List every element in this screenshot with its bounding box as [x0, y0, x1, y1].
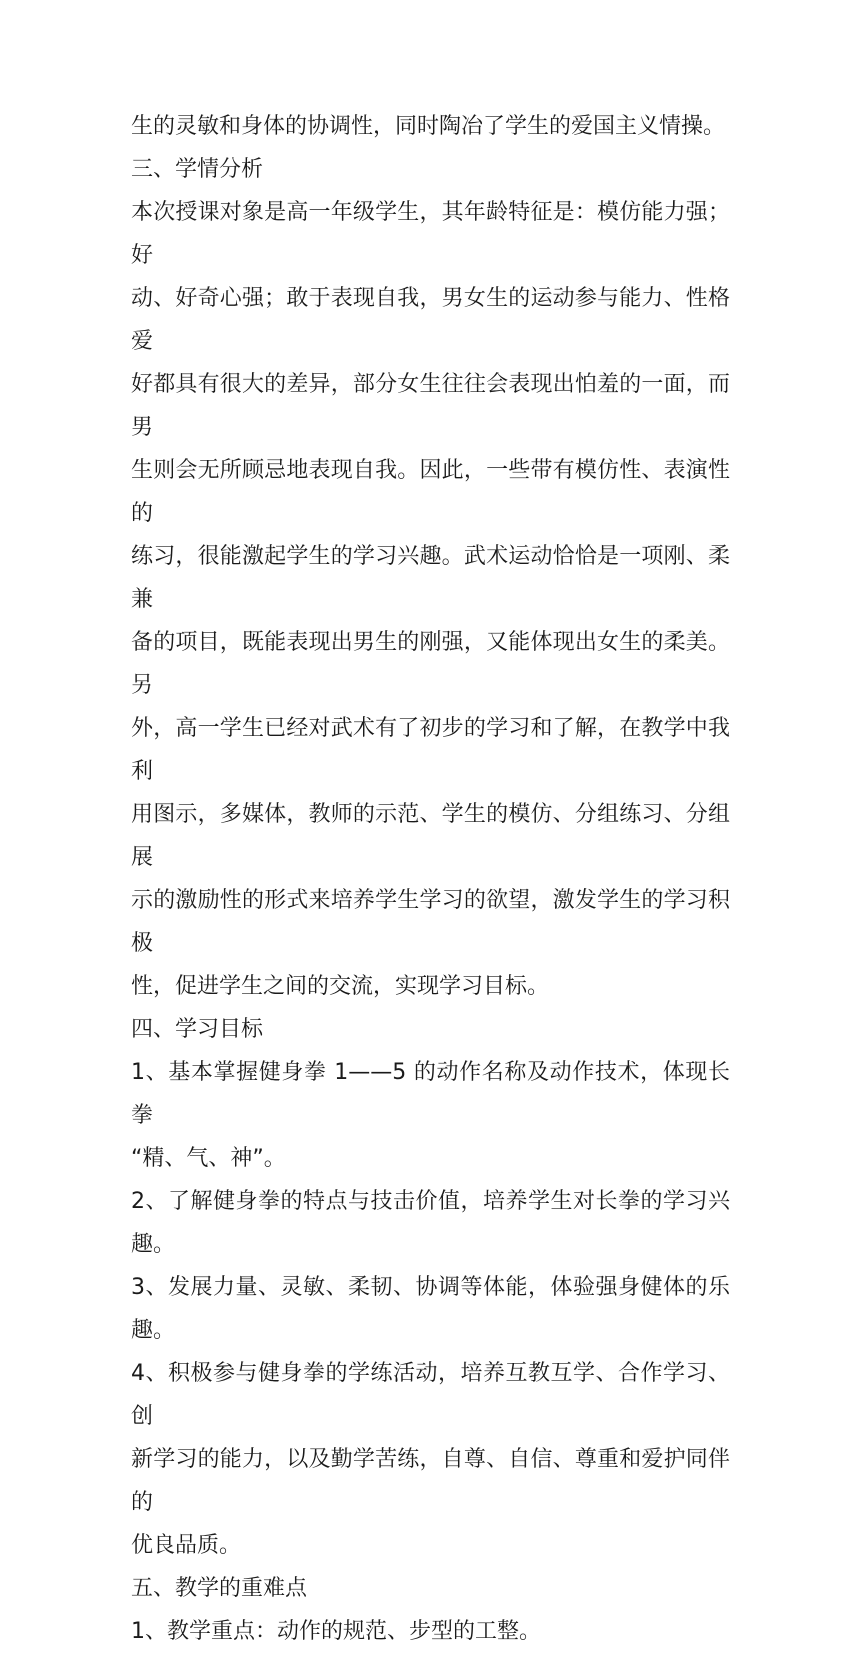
text-line: 优良品质。 [131, 1533, 242, 1558]
paragraph-student-analysis [131, 191, 730, 1008]
section-heading-5: 五、教学的重难点 [131, 1576, 308, 1601]
text-line: 4、积极参与健身拳的学练活动，培养互教互学、合作学习、创 [131, 1361, 730, 1429]
text-line: 本次授课对象是高一年级学生，其年龄特征是：模仿能力强；好 [131, 200, 730, 268]
text-line: 3、发展力量、灵敏、柔韧、协调等体能，体验强身健体的乐趣。 [131, 1275, 730, 1343]
text-line: 生的灵敏和身体的协调性，同时陶冶了学生的爱国主义情操。 [131, 114, 726, 139]
text-line: 2、了解健身拳的特点与技击价值，培养学生对长拳的学习兴趣。 [131, 1189, 730, 1257]
text-line: 练习，很能激起学生的学习兴趣。武术运动恰恰是一项刚、柔兼 [131, 544, 730, 612]
objective-item-1 [131, 1051, 730, 1180]
text-line: 好都具有很大的差异，部分女生往往会表现出怕羞的一面，而男 [131, 372, 730, 440]
text-line: 性，促进学生之间的交流，实现学习目标。 [131, 974, 550, 999]
text-line: 动、好奇心强；敢于表现自我，男女生的运动参与能力、性格爱 [131, 286, 730, 354]
text-line: “精、气、神”。 [131, 1146, 286, 1171]
text-line: 备的项目，既能表现出男生的刚强，又能体现出女生的柔美。另 [131, 630, 730, 698]
text-line: 1、教学重点：动作的规范、步型的工整。 [131, 1619, 541, 1644]
document-body [131, 105, 730, 1653]
text-line: 示的激励性的形式来培养学生学习的欲望，激发学生的学习积极 [131, 888, 730, 956]
objective-item-4 [131, 1352, 730, 1567]
objective-item-2 [131, 1180, 730, 1266]
section-heading-4: 四、学习目标 [131, 1017, 264, 1042]
text-line: 用图示，多媒体，教师的示范、学生的模仿、分组练习、分组展 [131, 802, 730, 870]
text-line: 1、基本掌握健身拳 1——5 的动作名称及动作技术，体现长拳 [131, 1060, 730, 1128]
paragraph-continuation [131, 105, 730, 148]
objective-item-3 [131, 1266, 730, 1352]
key-point-item-1 [131, 1610, 730, 1653]
text-line: 外，高一学生已经对武术有了初步的学习和了解，在教学中我利 [131, 716, 730, 784]
section-heading-3: 三、学情分析 [131, 157, 264, 182]
text-line: 生则会无所顾忌地表现自我。因此，一些带有模仿性、表演性的 [131, 458, 730, 526]
text-line: 新学习的能力，以及勤学苦练，自尊、自信、尊重和爱护同伴的 [131, 1447, 730, 1515]
